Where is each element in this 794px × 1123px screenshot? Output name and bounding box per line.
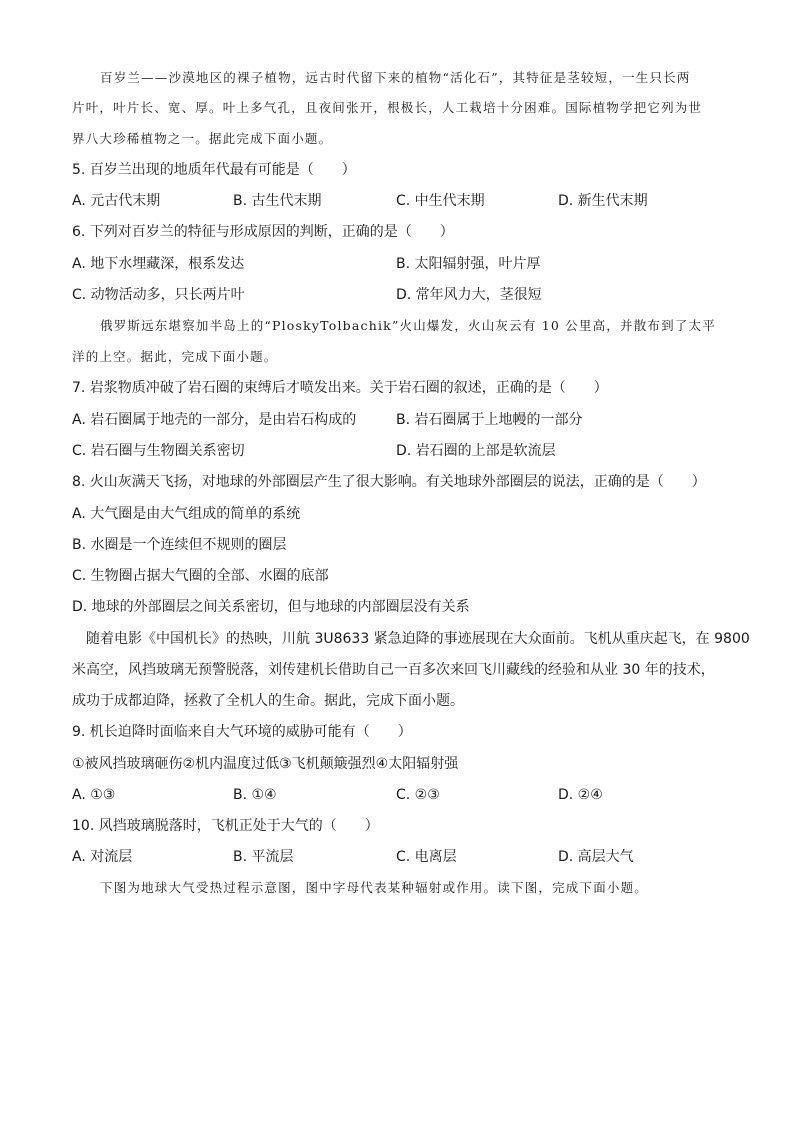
question-5-stem: 5. 百岁兰出现的地质年代最有可能是（ ）: [72, 162, 356, 178]
question-8-option-d: D. 地球的外部圈层之间关系密切，但与地球的内部圈层没有关系: [72, 599, 470, 615]
question-9-option-b: B. ①④: [233, 787, 277, 803]
question-9-stem: 9. 机长迫降时面临来自大气环境的威胁可能有（ ）: [72, 724, 412, 740]
question-9-items: ①被风挡玻璃砸伤②机内温度过低③飞机颠簸强烈④太阳辐射强: [72, 756, 459, 772]
passage-2-line-1: 俄罗斯远东堪察加半岛上的“PloskyTolbachik”火山爆发，火山灰云有 10 公里高，并散布到了太平: [100, 318, 716, 333]
passage-3-line-3: 成功于成都迫降，拯救了全机人的生命。据此，完成下面小题。: [72, 693, 464, 709]
passage-3-line-2: 米高空，风挡玻璃无预警脱落，刘传建机长借助自己一百多次来回飞川藏线的经验和从业 30 年的技术，: [72, 662, 715, 678]
question-8-stem: 8. 火山灰满天飞扬，对地球的外部圈层产生了很大影响。有关地球外部圈层的说法，正确的是（ ）: [72, 474, 706, 490]
question-8-option-c: C. 生物圈占据大气圈的全部、水圈的底部: [72, 568, 329, 584]
question-10-option-a: A. 对流层: [72, 849, 133, 865]
question-5-option-c: C. 中生代末期: [396, 193, 485, 209]
question-10-option-c: C. 电离层: [396, 849, 457, 865]
question-10-option-b: B. 平流层: [233, 849, 294, 865]
question-7-option-c: C. 岩石圈与生物圈关系密切: [72, 443, 245, 459]
passage-4-line-1: 下图为地球大气受热过程示意图，图中字母代表某种辐射或作用。读下图，完成下面小题。: [100, 880, 649, 895]
question-5-option-b: B. 古生代末期: [233, 193, 322, 209]
question-5-option-a: A. 元古代末期: [72, 193, 161, 209]
question-6-option-c: C. 动物活动多，只长两片叶: [72, 287, 245, 303]
question-8-option-a: A. 大气圈是由大气组成的简单的系统: [72, 506, 301, 522]
question-7-stem: 7. 岩浆物质冲破了岩石圈的束缚后才喷发出来。关于岩石圈的叙述，正确的是（ ）: [72, 380, 608, 396]
question-10-option-d: D. 高层大气: [558, 849, 634, 865]
passage-2-line-2: 洋的上空。据此，完成下面小题。: [72, 349, 278, 364]
question-6-option-d: D. 常年风力大，茎很短: [396, 287, 542, 303]
question-6-option-b: B. 太阳辐射强，叶片厚: [396, 256, 541, 272]
question-7-option-d: D. 岩石圈的上部是软流层: [396, 443, 556, 459]
question-10-stem: 10. 风挡玻璃脱落时，飞机正处于大气的（ ）: [72, 818, 379, 834]
question-9-option-c: C. ②③: [396, 787, 440, 803]
passage-1-line-3: 界八大珍稀植物之一。据此完成下面小题。: [72, 131, 333, 146]
question-5-option-d: D. 新生代末期: [558, 193, 648, 209]
question-9-option-a: A. ①③: [72, 787, 116, 803]
question-8-option-b: B. 水圈是一个连续但不规则的圈层: [72, 537, 287, 553]
passage-1-line-2: 片叶，叶片长、宽、厚。叶上多气孔，且夜间张开，根极长，人工栽培十分困难。国际植物学把它列为世: [72, 100, 703, 115]
question-7-option-b: B. 岩石圈属于上地幔的一部分: [396, 412, 583, 428]
question-6-option-a: A. 地下水埋藏深，根系发达: [72, 256, 245, 272]
question-9-option-d: D. ②④: [558, 787, 603, 803]
question-6-stem: 6. 下列对百岁兰的特征与形成原因的判断，正确的是（ ）: [72, 224, 454, 240]
passage-1-line-1: 百岁兰——沙漠地区的裸子植物，远古时代留下来的植物“活化石”，其特征是茎较短，一生只长两: [100, 70, 691, 85]
passage-3-line-1: 随着电影《中国机长》的热映，川航 3U8633 紧急迫降的事迹展现在大众面前。飞机从重庆起飞，在 9800: [86, 631, 750, 647]
question-7-option-a: A. 岩石圈属于地壳的一部分，是由岩石构成的: [72, 412, 357, 428]
